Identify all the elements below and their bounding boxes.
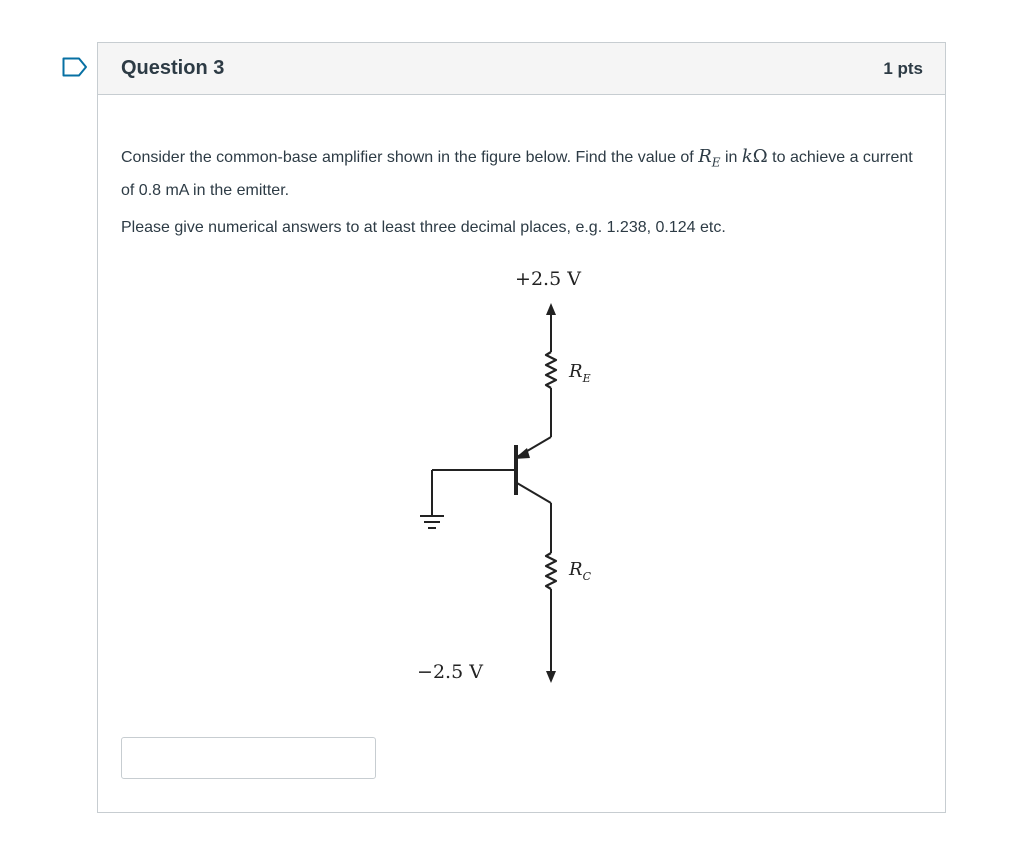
math-re-sub: E xyxy=(711,155,721,170)
math-re xyxy=(698,146,721,170)
flag-question-icon[interactable] xyxy=(62,57,88,77)
question-instructions: Please give numerical answers to at least three decimal places, e.g. 1.238, 0.124 etc. xyxy=(121,218,726,236)
resistor-rc xyxy=(546,553,556,589)
common-base-amplifier-diagram xyxy=(403,265,603,690)
math-re-var: R xyxy=(698,146,712,167)
prompt-text-before: Consider the common-base amplifier shown in the figure below. Find the value of xyxy=(121,149,699,166)
re-label: $R_E$ xyxy=(569,361,591,385)
bottom-supply-label: −2.5 V xyxy=(417,661,483,683)
bottom-supply-label-wrap xyxy=(402,652,602,692)
question-header xyxy=(98,43,945,95)
top-supply-label: +2.5 V xyxy=(515,268,581,290)
question-title: Question 3 xyxy=(121,57,225,79)
math-unit-omega: Ω xyxy=(752,146,768,167)
prompt-text-after: to achieve a current of 0.8 mA in the emitter. xyxy=(121,149,913,199)
question-body xyxy=(121,143,921,239)
prompt-text-mid: in xyxy=(720,149,742,166)
question-card xyxy=(97,42,946,813)
question-prompt xyxy=(121,143,921,205)
transistor-collector xyxy=(517,483,551,503)
math-unit-k: k xyxy=(741,146,753,167)
resistor-re xyxy=(546,352,556,388)
rc-label: $R_C$ xyxy=(569,559,591,583)
answer-input[interactable] xyxy=(121,737,376,779)
question-points: 1 pts xyxy=(883,58,923,78)
